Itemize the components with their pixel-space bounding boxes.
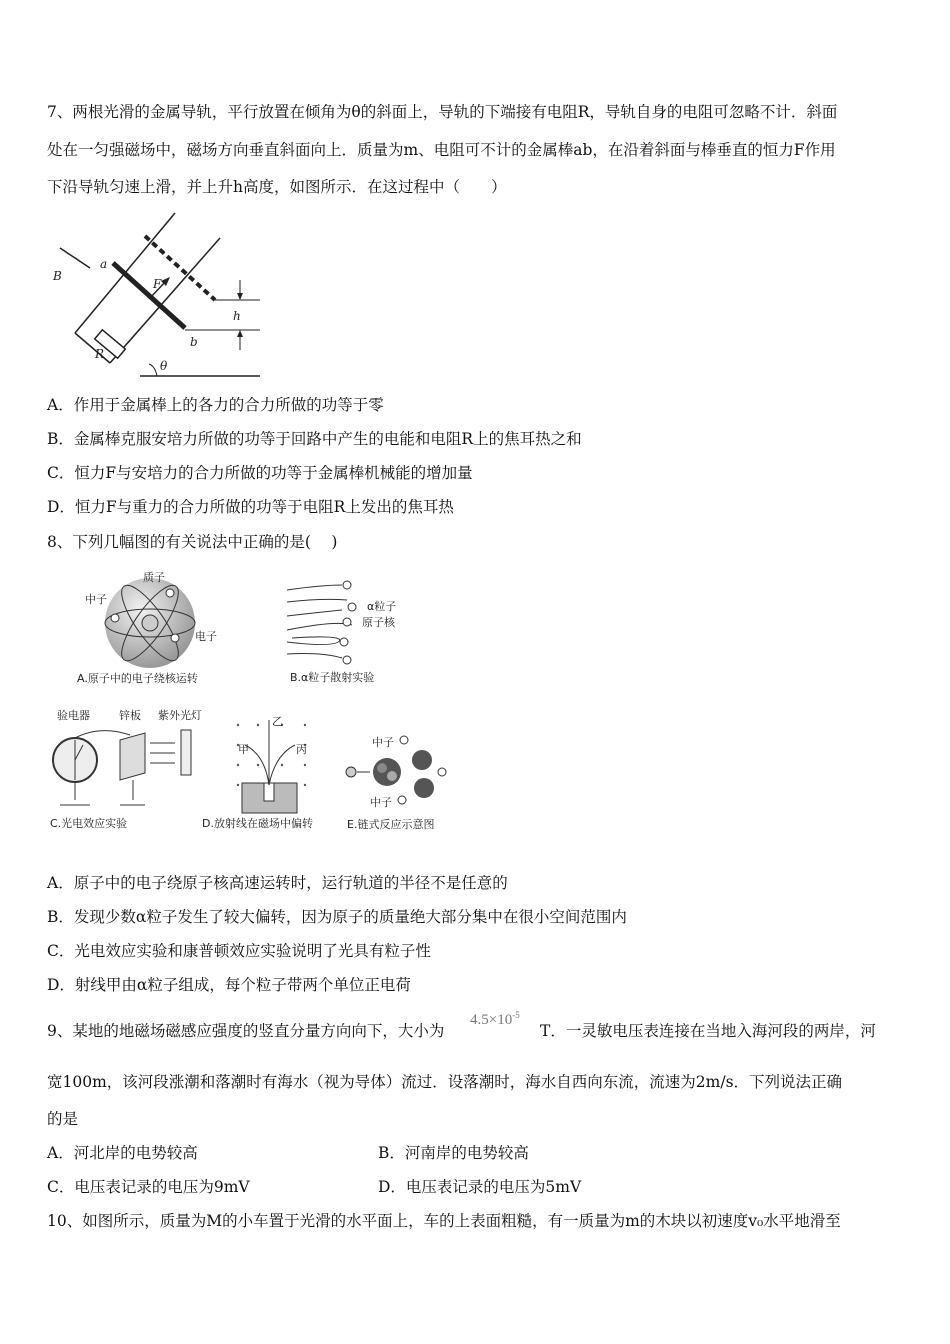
radiation-label-jia: 甲	[238, 743, 249, 756]
q8-figure-photoelectric	[45, 705, 215, 835]
q7-label-R: R	[95, 347, 105, 361]
atom-caption: A.原子中的电子绕核运转	[77, 672, 198, 685]
q8-option-b: B．发现少数α粒子发生了较大偏转，因为原子的质量绝大部分集中在很小空间范围内	[47, 908, 627, 926]
q9-stem-line1a: 9、某地的地磁场磁感应强度的竖直分量方向向下，大小为	[47, 1022, 445, 1040]
scatter-label-alpha: α粒子	[367, 600, 397, 613]
q9-option-a: A．河北岸的电势较高	[47, 1144, 198, 1162]
q7-stem-line3: 下沿导轨匀速上滑，并上升h高度，如图所示．在这过程中（ ）	[47, 178, 507, 196]
chain-label-neutron-bottom: 中子	[370, 796, 392, 809]
q8-figure-chain-reaction	[342, 730, 462, 835]
q7-label-theta: θ	[160, 359, 168, 373]
q7-option-a: A．作用于金属棒上的各力的合力所做的功等于零	[47, 396, 384, 414]
q9-stem-line3: 的是	[47, 1110, 79, 1128]
atom-label-proton: 质子	[143, 571, 165, 584]
q7-label-a: a	[100, 257, 108, 271]
radiation-label-yi: 乙	[272, 715, 283, 728]
atom-label-electron: 电子	[195, 630, 217, 643]
q8-option-d: D．射线甲由α粒子组成，每个粒子带两个单位正电荷	[47, 976, 411, 994]
q9-option-b: B．河南岸的电势较高	[378, 1144, 529, 1162]
radiation-caption: D.放射线在磁场中偏转	[202, 817, 313, 830]
q8-figure-radiation	[200, 705, 350, 835]
q7-option-b: B．金属棒克服安培力所做的功等于回路中产生的电能和电阻R上的焦耳热之和	[47, 430, 582, 448]
q8-option-c: C．光电效应实验和康普顿效应实验说明了光具有粒子性	[47, 942, 431, 960]
chain-label-neutron-top: 中子	[372, 736, 394, 749]
q7-option-c: C．恒力F与安培力的合力所做的功等于金属棒机械能的增加量	[47, 464, 473, 482]
q7-label-B: B	[53, 269, 62, 283]
atom-label-neutron: 中子	[85, 593, 107, 606]
q9-magnitude: $4.5\times 10^{-5}$	[470, 1010, 520, 1028]
scatter-caption: B.α粒子散射实验	[290, 671, 375, 684]
q8-stem: 8、下列几幅图的有关说法中正确的是( )	[47, 533, 338, 551]
q9-stem-line2: 宽100m，该河段涨潮和落潮时有海水（视为导体）流过．设落潮时，海水自西向东流，流速为2m/s．下列说法正确	[47, 1073, 843, 1091]
q7-rail-figure	[45, 208, 270, 383]
q9-stem-line1b: T．一灵敏电压表连接在当地入海河段的两岸，河	[540, 1022, 876, 1040]
q8-figure-alpha-scattering	[282, 580, 422, 688]
q7-option-d: D．恒力F与重力的合力所做的功等于电阻R上发出的焦耳热	[47, 498, 454, 516]
q7-label-b: b	[190, 335, 198, 349]
q8-figure-atom	[75, 568, 255, 688]
q9-option-c: C．电压表记录的电压为9mV	[47, 1178, 250, 1196]
q9-option-d: D．电压表记录的电压为5mV	[378, 1178, 582, 1196]
q8-option-a: A．原子中的电子绕原子核高速运转时，运行轨道的半径不是任意的	[47, 874, 508, 892]
chain-caption: E.链式反应示意图	[347, 818, 435, 831]
scatter-label-nucleus: 原子核	[362, 616, 395, 629]
photo-label-zinc: 锌板	[119, 709, 141, 722]
q7-label-F: F	[153, 277, 162, 291]
q10-stem-line1: 10、如图所示，质量为M的小车置于光滑的水平面上，车的上表面粗糙，有一质量为m的木块以初速度v₀水平地滑至	[47, 1212, 841, 1230]
radiation-label-bing: 丙	[296, 743, 307, 756]
photo-label-uv: 紫外光灯	[158, 709, 202, 722]
q7-stem-line1: 7、两根光滑的金属导轨，平行放置在倾角为θ的斜面上，导轨的下端接有电阻R，导轨自身的电阻可忽略不计．斜面	[47, 103, 838, 121]
q7-stem-line2: 处在一匀强磁场中，磁场方向垂直斜面向上．质量为m、电阻可不计的金属棒ab，在沿着斜面与棒垂直的恒力F作用	[47, 141, 836, 159]
q7-label-h: h	[233, 309, 241, 323]
photo-caption: C.光电效应实验	[50, 817, 128, 830]
photo-label-electroscope: 验电器	[57, 709, 90, 722]
